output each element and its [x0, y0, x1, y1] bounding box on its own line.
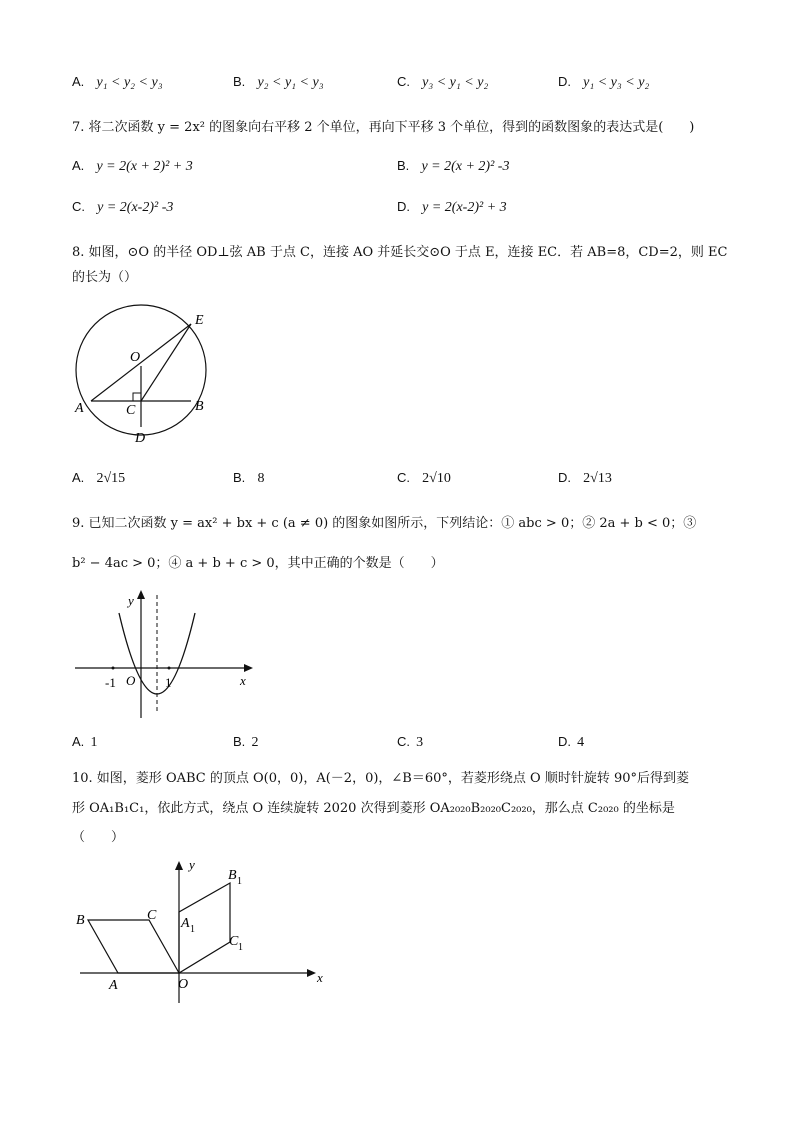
q10-stem-line3: （ ）	[72, 830, 125, 845]
option-text: y₁ < y₃ < y₂	[583, 75, 650, 90]
label-c: C	[126, 403, 136, 418]
q9-stem-line1: 9. 已知二次函数 y = ax² + bx + c (a ≠ 0) 的图象如图所示，下列结论：① abc > 0；② 2a + b < 0；③	[72, 516, 697, 531]
q7-option-c	[72, 199, 173, 216]
option-label: D.	[558, 470, 571, 485]
label-a: A	[109, 978, 118, 993]
q10-rhombus-figure	[68, 855, 338, 1015]
label-a1-sub: 1	[190, 924, 195, 935]
option-label: C.	[397, 470, 410, 485]
option-text: 4	[577, 735, 585, 750]
q7-option-d	[397, 199, 507, 216]
option-text: 2√10	[422, 471, 451, 486]
label-b1: B	[228, 868, 237, 883]
y-axis-arrow	[137, 590, 145, 599]
tick-neg1	[112, 667, 115, 670]
q6-option-d	[558, 74, 649, 91]
option-label: C.	[397, 734, 410, 749]
q9-option-a	[72, 734, 97, 751]
label-b: B	[195, 399, 204, 414]
option-label: B.	[233, 74, 246, 89]
q7-option-b	[397, 158, 509, 175]
label-origin: O	[126, 673, 136, 688]
option-text: y₂ < y₁ < y₃	[257, 75, 324, 90]
option-label: D.	[558, 74, 571, 89]
q10-stem-line2: 形 OA₁B₁C₁，依此方式，绕点 O 连续旋转 2020 次得到菱形 OA₂₀₂₀B₂₀₂₀C₂₀₂₀，那么点 C₂₀₂₀ 的坐标是	[72, 801, 675, 816]
label-x: x	[240, 673, 246, 688]
label-c: C	[147, 908, 157, 923]
right-angle-mark	[133, 393, 141, 401]
label-d: D	[135, 431, 146, 446]
option-label: A.	[72, 470, 85, 485]
option-text: y = 2(x + 2)² -3	[421, 159, 510, 174]
label-y: y	[189, 857, 195, 872]
option-label: A.	[72, 158, 85, 173]
option-label: C.	[72, 199, 85, 214]
option-text: y = 2(x-2)² + 3	[422, 200, 507, 215]
q9-stem-line2: b² − 4ac > 0；④ a + b + c > 0，其中正确的个数是（ ）	[72, 556, 444, 571]
label-c1: C	[229, 934, 239, 949]
y-axis-arrow	[175, 861, 183, 870]
label-b: B	[76, 913, 85, 928]
option-text: y₁ < y₂ < y₃	[96, 75, 163, 90]
option-label: D.	[397, 199, 410, 214]
option-label: A.	[72, 74, 85, 89]
q8-option-d	[558, 470, 612, 487]
label-e: E	[195, 313, 204, 328]
option-text: y = 2(x-2)² -3	[97, 200, 174, 215]
label-1: 1	[165, 675, 172, 690]
q8-option-a	[72, 470, 125, 487]
line-ce	[141, 324, 191, 401]
label-c1-sub: 1	[238, 942, 243, 953]
option-text: 3	[416, 735, 424, 750]
label-o: O	[178, 977, 189, 992]
label-o: O	[130, 350, 141, 365]
rhombus-oabc	[88, 920, 179, 973]
label-b1-sub: 1	[237, 876, 242, 887]
q8-option-c	[397, 470, 451, 487]
q6-option-b	[233, 74, 324, 91]
option-label: B.	[397, 158, 410, 173]
option-label: A.	[72, 734, 85, 749]
label-a1: A	[181, 916, 190, 931]
option-text: 2√15	[96, 471, 126, 486]
option-label: C.	[397, 74, 410, 89]
option-text: y₃ < y₁ < y₂	[422, 75, 489, 90]
q9-option-c	[397, 734, 423, 751]
q8-stem-line1: 8. 如图，⊙O 的半径 OD⊥弦 AB 于点 C，连接 AO 并延长交⊙O 于点 E，连接 EC．若 AB=8，CD=2，则 EC	[72, 245, 728, 260]
label-y: y	[128, 593, 134, 608]
option-label: B.	[233, 734, 246, 749]
option-label: D.	[558, 734, 571, 749]
option-text: 8	[257, 471, 265, 486]
q6-option-c	[397, 74, 488, 91]
option-text: 2√13	[583, 471, 612, 486]
q9-option-b	[233, 734, 258, 751]
q9-option-d	[558, 734, 584, 751]
label-neg1: -1	[105, 675, 116, 690]
q8-stem-line2: 的长为（）	[72, 270, 138, 285]
x-axis-arrow	[307, 969, 316, 977]
q7-stem: 7. 将二次函数 y = 2x² 的图象向右平移 2 个单位，再向下平移 3 个单位，得到的函数图象的表达式是( )	[72, 120, 695, 135]
option-text: 1	[90, 735, 98, 750]
q7-option-a	[72, 158, 193, 175]
label-x: x	[317, 970, 323, 985]
option-text: y = 2(x + 2)² + 3	[96, 159, 193, 174]
option-label: B.	[233, 470, 246, 485]
q6-option-a	[72, 74, 163, 91]
x-axis-arrow	[244, 664, 253, 672]
q9-parabola-figure	[70, 585, 260, 725]
q8-circle-figure	[62, 300, 222, 450]
q8-option-b	[233, 470, 264, 487]
q10-stem-line1: 10. 如图，菱形 OABC 的顶点 O(0，0)，A(－2，0)，∠B＝60°，若菱形绕点 O 顺时针旋转 90°后得到菱	[72, 771, 689, 786]
label-a: A	[75, 401, 84, 416]
option-text: 2	[251, 735, 259, 750]
tick-1	[168, 667, 171, 670]
